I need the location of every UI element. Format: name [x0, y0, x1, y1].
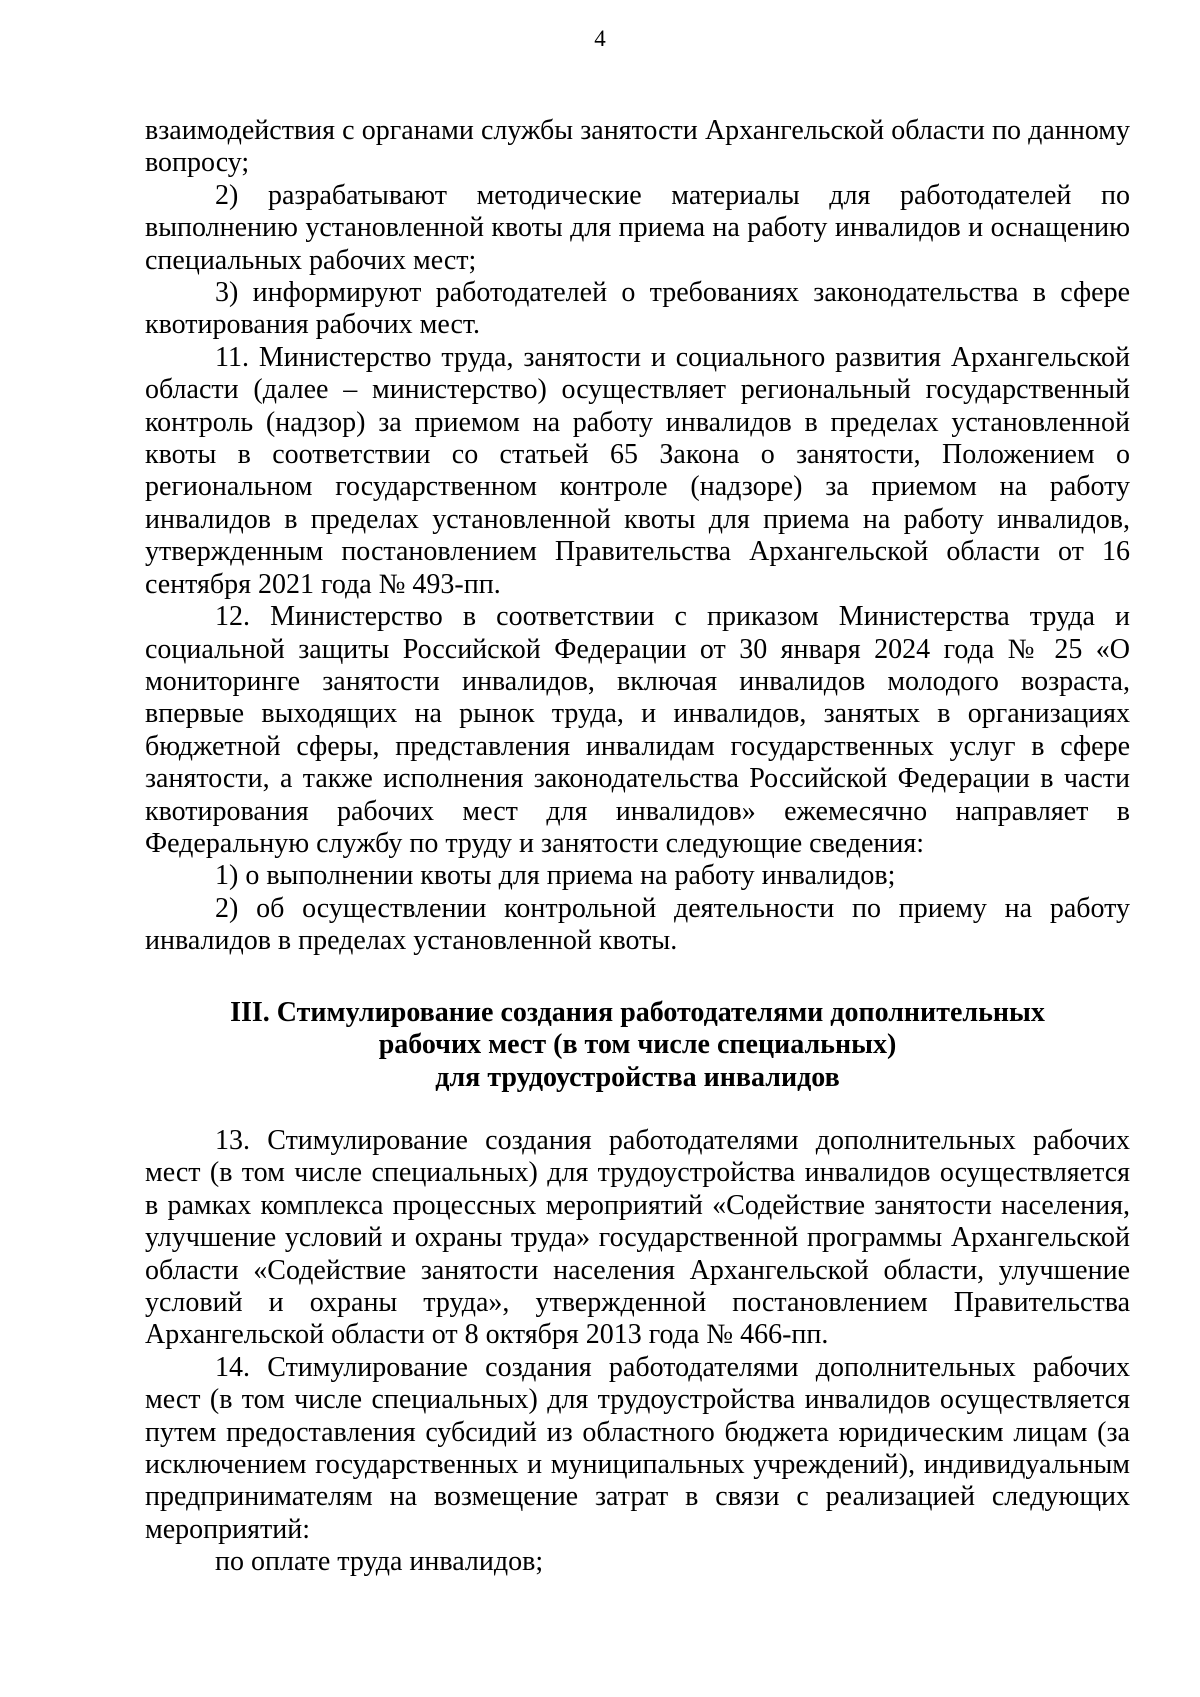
paragraph: 3) информируют работодателей о требованиях законодательства в сфере квотирования рабочих мест.: [145, 277, 1130, 341]
paragraph-item-14: 14. Стимулирование создания работодателями дополнительных рабочих мест (в том числе специальных) для трудоустройства инвалидов осуществляется путем предоставления субсидий из областного бюджета юридическим лицам (за исключением государственных и муниципальных учреждений), индивидуальным предпринимателям на возмещение затрат в связи с реализацией следующих мероприятий:: [145, 1351, 1130, 1545]
paragraph: 1) о выполнении квоты для приема на работу инвалидов;: [215, 860, 896, 892]
paragraph: по оплате труда инвалидов;: [215, 1546, 544, 1578]
paragraph-item-13: 13. Стимулирование создания работодателями дополнительных рабочих мест (в том числе специальных) для трудоустройства инвалидов осуществляется в рамках комплекса процессных мероприятий «Содействие занятости населения, улучшение условий и охраны труда» государственной программы Архангельской области «Содействие занятости населения Архангельской области, улучшение условий и охраны труда», утвержденной постановлением Правительства Архангельской области от 8 октября 2013 года № 466-пп.: [145, 1125, 1130, 1351]
paragraph-item-11: 11. Министерство труда, занятости и социального развития Архангельской области (далее – министерство) осуществляет региональный государственный контроль (надзор) за приемом на работу инвалидов в пределах установленной квоты в соответствии со статьей 65 Закона о занятости, Положением о региональном государственном контроле (надзоре) за приемом на работу инвалидов в пределах установленной квоты для приема на работу инвалидов, утвержденным постановлением Правительства Архангельской области от 16 сентября 2021 года № 493-пп.: [145, 341, 1130, 600]
body-text-bottom: [145, 1125, 1130, 1579]
section-heading-line: рабочих мест (в том числе специальных): [378, 1029, 897, 1061]
section-heading-line: III. Стимулирование создания работодателями дополнительных: [230, 997, 1045, 1028]
body-text-top: [145, 115, 1130, 958]
paragraph: 2) разрабатывают методические материалы для работодателей по выполнению установленной квоты для приема на работу инвалидов и оснащению специальных рабочих мест;: [145, 179, 1130, 276]
paragraph: 2) об осуществлении контрольной деятельности по приему на работу инвалидов в пределах установленной квоты.: [145, 892, 1130, 957]
page-number: 4: [594, 26, 606, 51]
paragraph-item-12: 12. Министерство в соответствии с приказом Министерства труда и социальной защиты Российской Федерации от 30 января 2024 года № 25 «О мониторинге занятости инвалидов, включая инвалидов молодого возраста, впервые выходящих на рынок труда, и инвалидов, занятых в организациях бюджетной сферы, представления инвалидам государственных услуг в сфере занятости, а также исполнения законодательства Российской Федерации в части квотирования рабочих мест для инвалидов» ежемесячно направляет в Федеральную службу по труду и занятости следующие сведения:: [145, 601, 1130, 859]
section-heading-line: для трудоустройства инвалидов: [435, 1061, 840, 1093]
paragraph: взаимодействия с органами службы занятости Архангельской области по данному вопросу;: [145, 115, 1130, 179]
section-heading: [145, 997, 1130, 1094]
